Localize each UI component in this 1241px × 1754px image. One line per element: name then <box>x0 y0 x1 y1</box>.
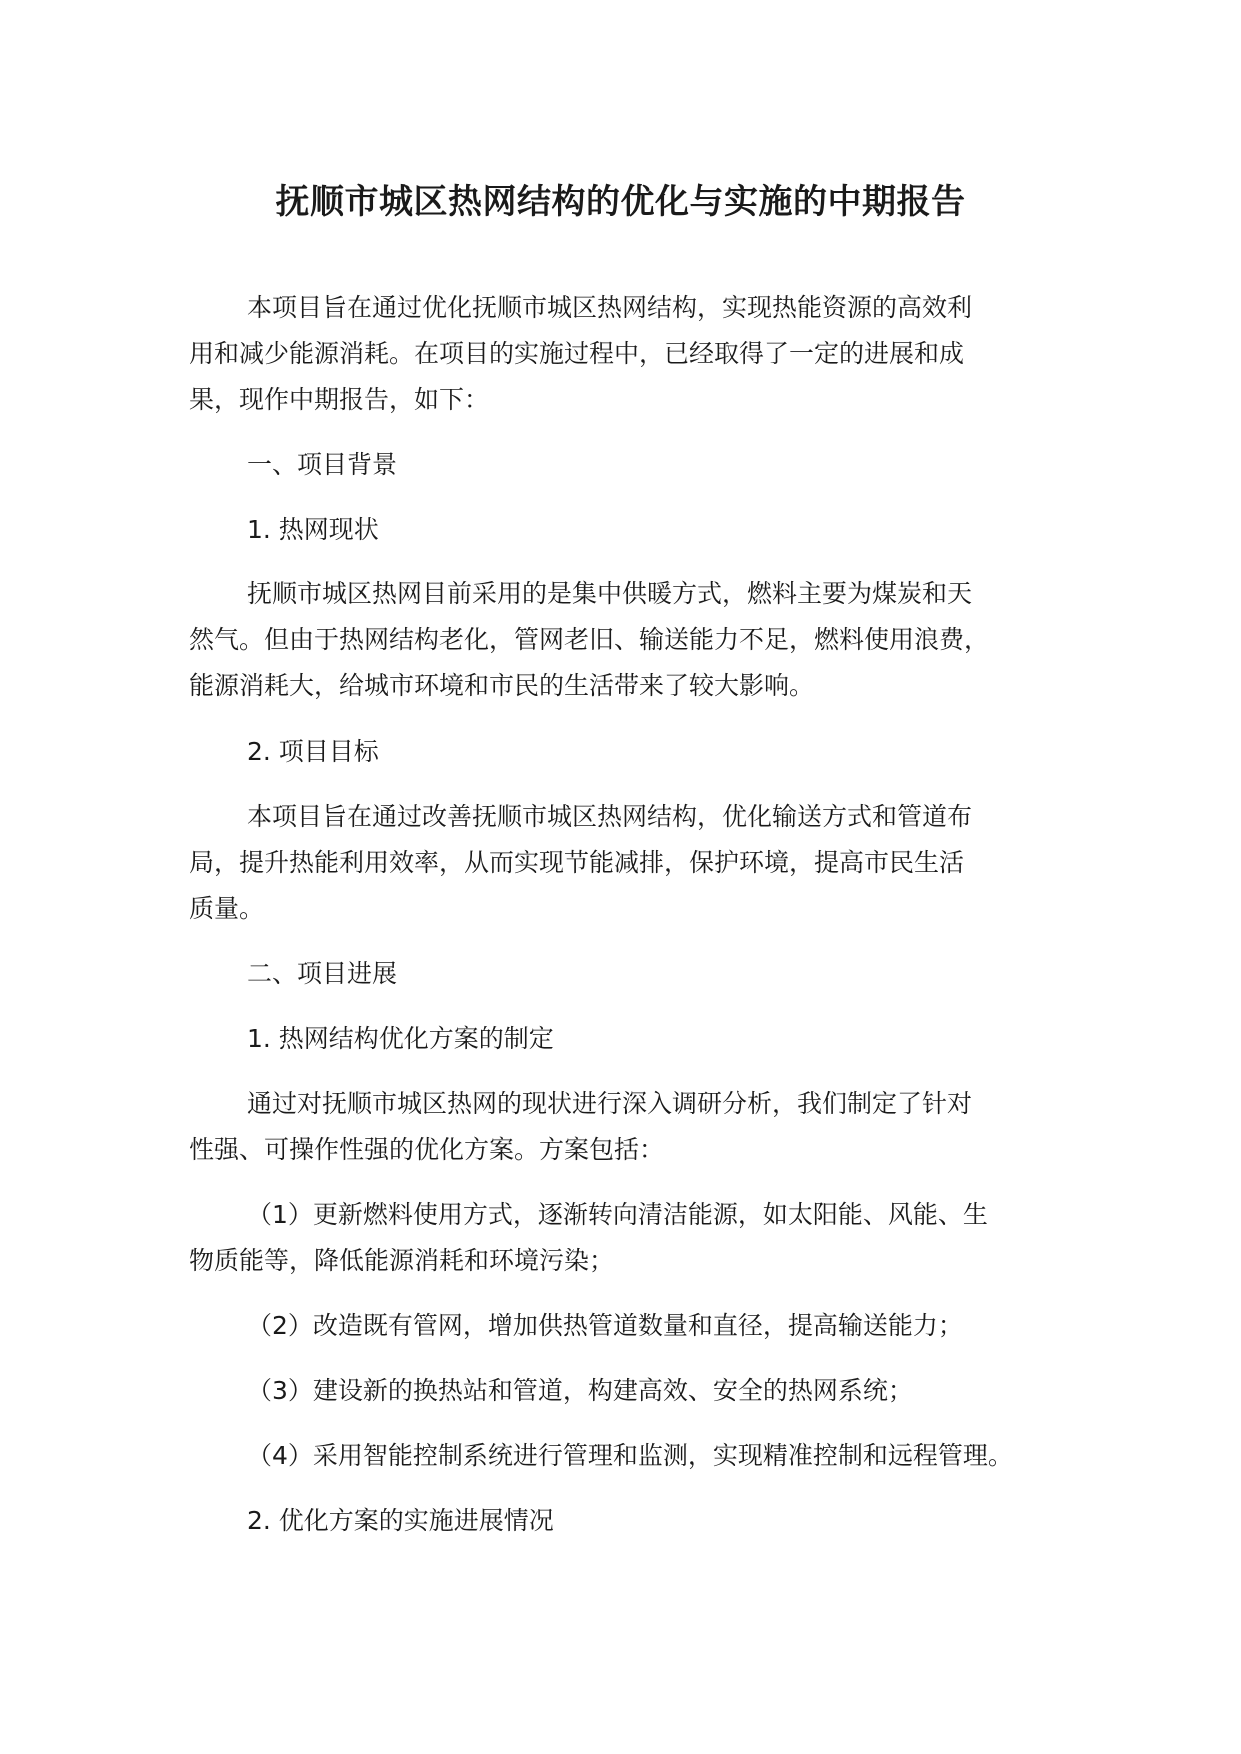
intro-line-3: 果，现作中期报告，如下： <box>189 385 490 414</box>
plan-line-2: 性强、可操作性强的优化方案。方案包括： <box>189 1135 665 1164</box>
subheading-optimization-plan: 1. 热网结构优化方案的制定 <box>247 1024 554 1053</box>
goal-line-1: 本项目旨在通过改善抚顺市城区热网结构，优化输送方式和管道布 <box>247 802 973 831</box>
intro-line-1: 本项目旨在通过优化抚顺市城区热网结构，实现热能资源的高效利 <box>247 293 973 322</box>
plan-item-2: （2）改造既有管网，增加供热管道数量和直径，提高输送能力； <box>247 1311 963 1340</box>
status-line-2: 然气。但由于热网结构老化，管网老旧、输送能力不足，燃料使用浪费， <box>189 625 990 654</box>
plan-line-1: 通过对抚顺市城区热网的现状进行深入调研分析，我们制定了针对 <box>247 1089 973 1118</box>
plan-item-1-line-1: （1）更新燃料使用方式，逐渐转向清洁能源，如太阳能、风能、生 <box>247 1200 988 1229</box>
plan-item-1-line-2: 物质能等，降低能源消耗和环境污染； <box>189 1246 615 1275</box>
status-line-1: 抚顺市城区热网目前采用的是集中供暖方式，燃料主要为煤炭和天 <box>247 579 973 608</box>
subheading-heat-network-status: 1. 热网现状 <box>247 515 379 544</box>
section-heading-progress: 二、项目进展 <box>247 959 398 988</box>
intro-line-2: 用和减少能源消耗。在项目的实施过程中，已经取得了一定的进展和成 <box>189 339 965 368</box>
goal-line-3: 质量。 <box>189 894 265 923</box>
section-heading-background: 一、项目背景 <box>247 450 398 479</box>
plan-item-3: （3）建设新的换热站和管道，构建高效、安全的热网系统； <box>247 1376 913 1405</box>
subheading-implementation-progress: 2. 优化方案的实施进展情况 <box>247 1506 554 1535</box>
plan-item-4: （4）采用智能控制系统进行管理和监测，实现精准控制和远程管理。 <box>247 1441 1013 1470</box>
goal-line-2: 局，提升热能利用效率，从而实现节能减排，保护环境，提高市民生活 <box>189 848 965 877</box>
status-line-3: 能源消耗大，给城市环境和市民的生活带来了较大影响。 <box>189 671 815 700</box>
subheading-project-goal: 2. 项目目标 <box>247 737 379 766</box>
document-title: 抚顺市城区热网结构的优化与实施的中期报告 <box>275 182 966 222</box>
